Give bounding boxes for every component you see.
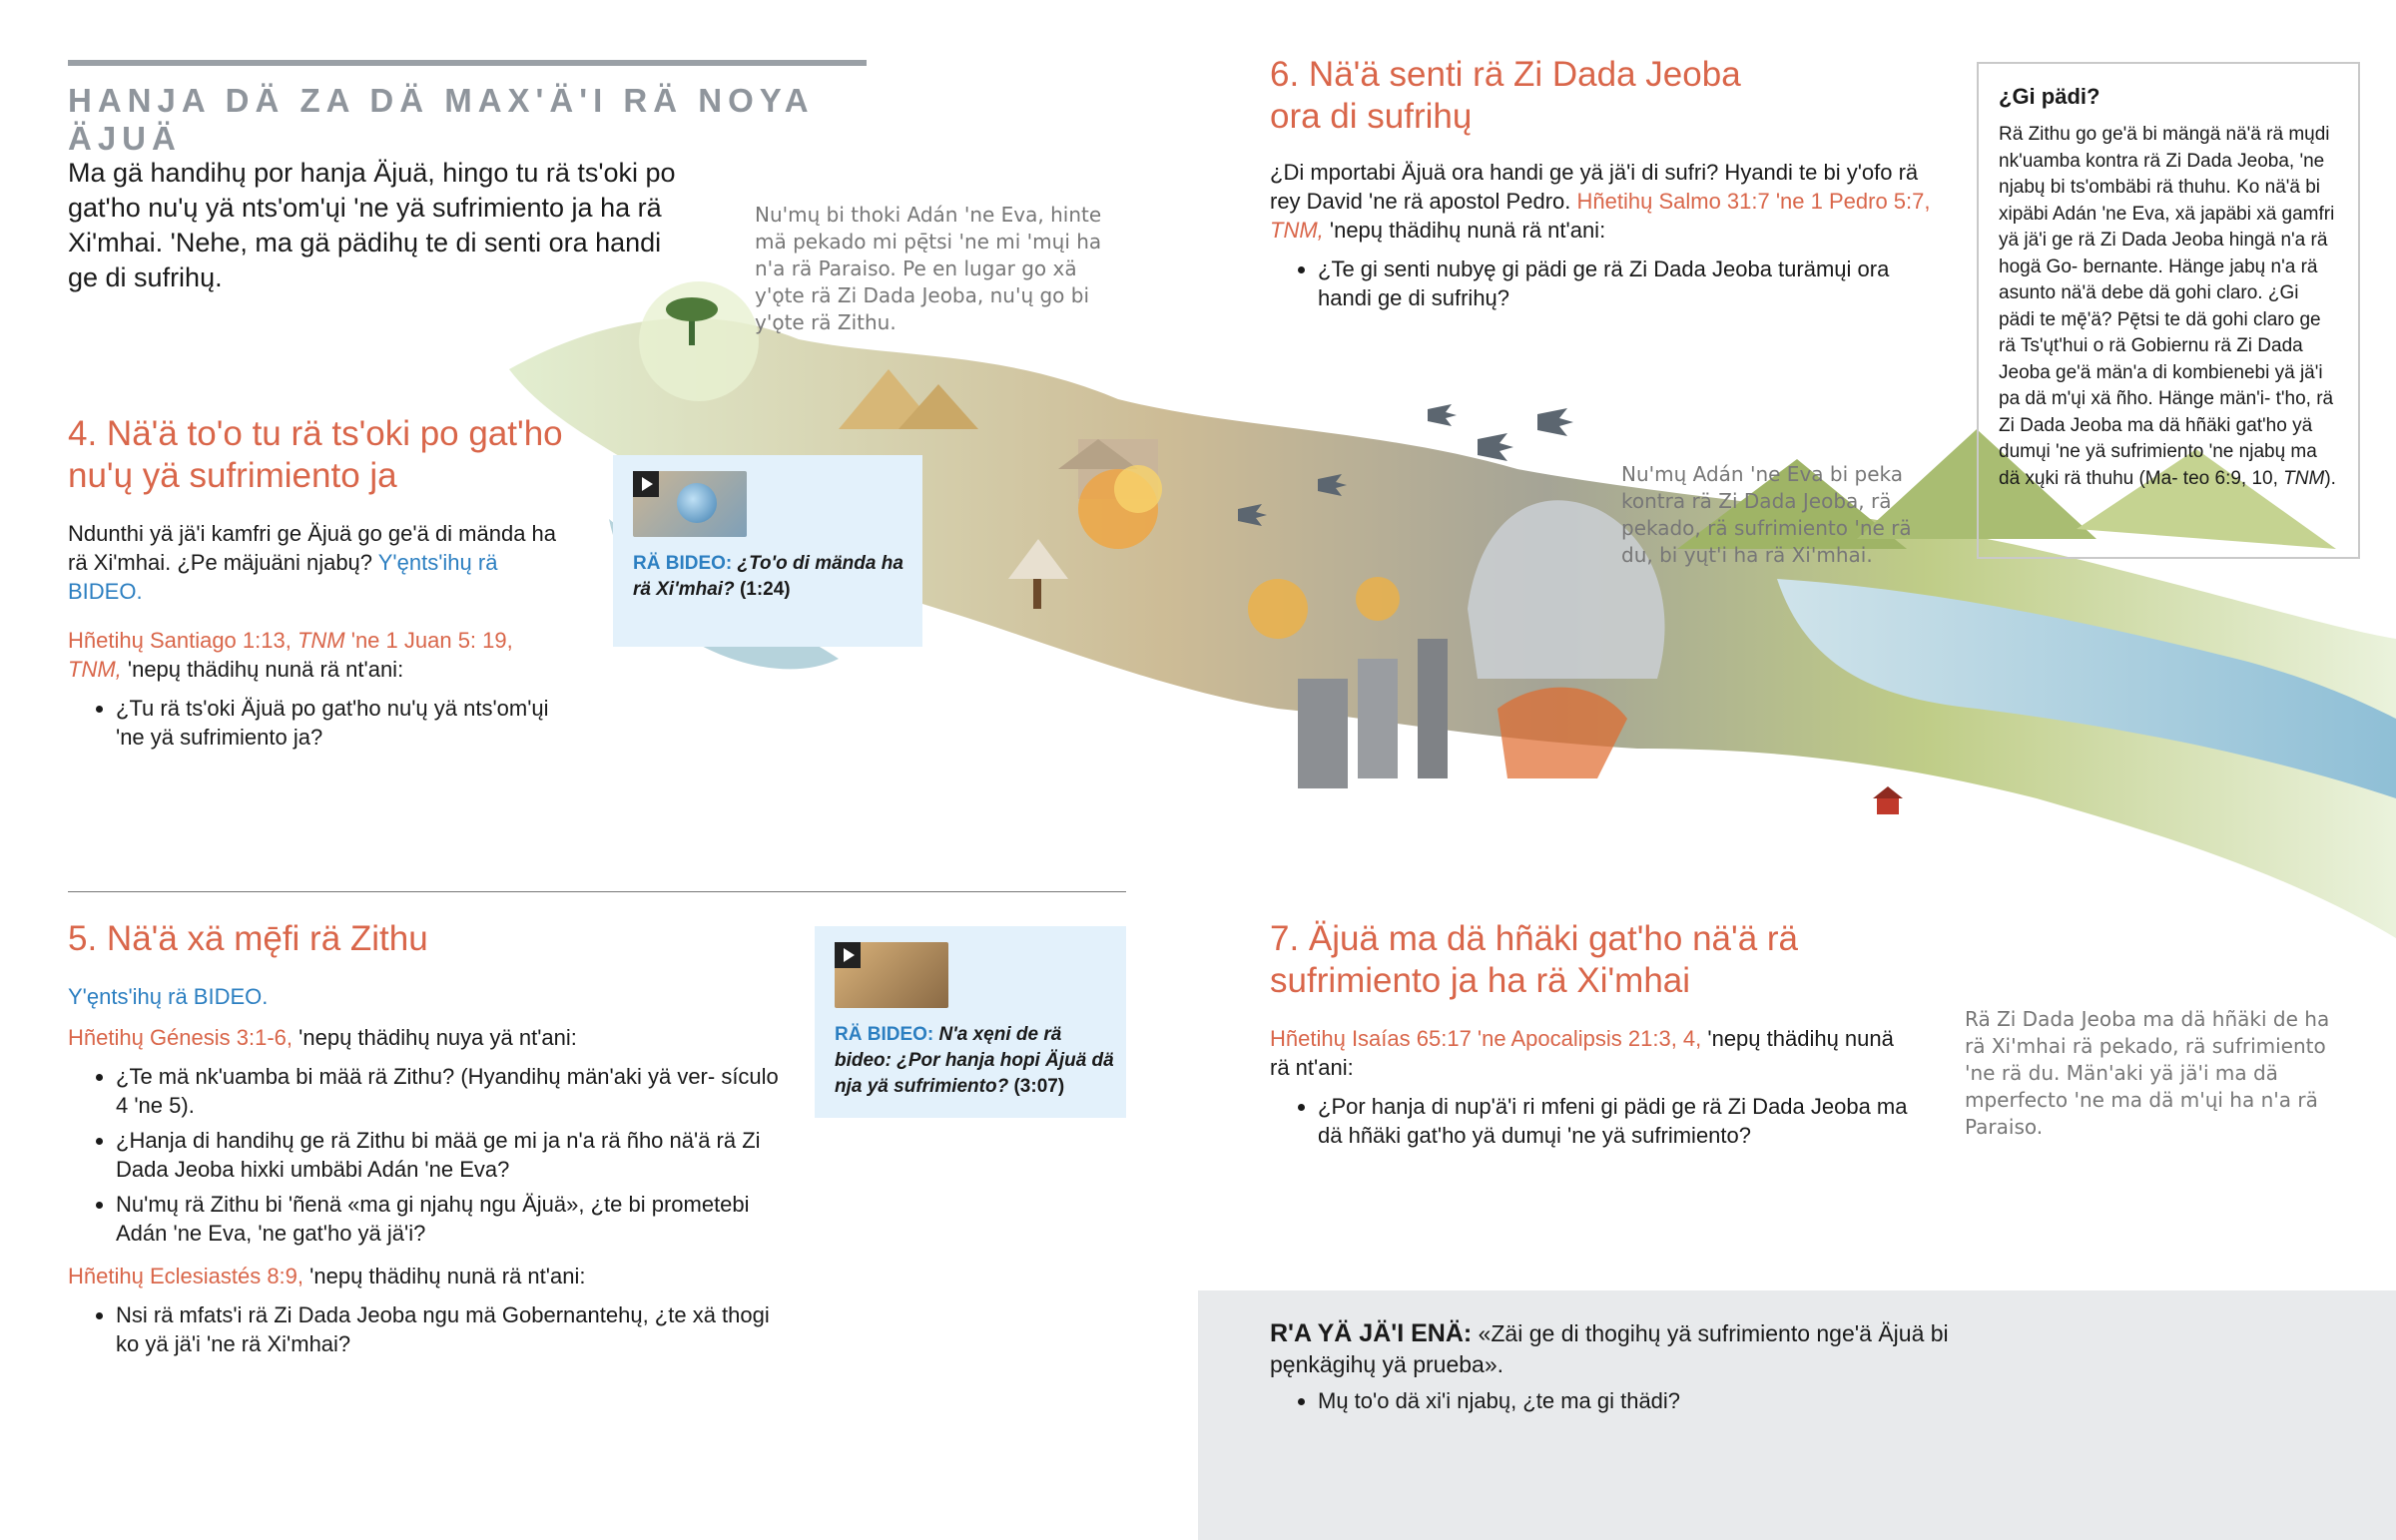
illustration-caption-eden: Nu'mų bi thoki Adán 'ne Eva, hinte mä pekado mi pę̄tsi 'ne mi 'mųi ha n'a rä Paraiso. Pe en lugar go xä y'ǫte rä Zi Dada Jeoba, nu'ų go bi y'ǫte rä Zithu. — [755, 203, 1102, 334]
tnm-abbrev: TNM — [297, 628, 345, 653]
section-6-title: 6. Nä'ä senti rä Zi Dada Jeoba ora di sufrihų — [1270, 55, 1741, 136]
question-item: • Mų to'o dä xi'i njabų, ¿te ma gi thädi? — [1318, 1386, 1957, 1415]
video-caption — [835, 1022, 1118, 1100]
scripture-ref[interactable]: Hñetihų Santiago 1:13, — [68, 628, 292, 653]
section-5-questions-2 — [68, 1300, 795, 1358]
video-title: ¿To'o di mända ha rä Xi'mhai? — [633, 553, 903, 600]
section-5-questions-1 — [68, 1062, 805, 1248]
section-4-intro — [68, 519, 567, 606]
section-7-title: 7. Äjuä ma dä hñäki gat'ho nä'ä rä sufrimiento ja ha rä Xi'mhai — [1270, 919, 1798, 1000]
lesson-kicker: HANJA DÄ ZA DÄ MAX'Ä'I RÄ NOYA ÄJUÄ — [68, 82, 814, 157]
question-item: • ¿Te mä nk'uamba bi mää rä Zithu? (Hyandihų män'aki yä ver- sículo 4 'ne 5). — [116, 1062, 795, 1120]
section-4 — [68, 413, 567, 758]
lesson-intro: Ma gä handihų por hanja Äjuä, hingo tu rä ts'oki po gat'ho nu'ų yä nts'om'ųi 'ne yä sufrimiento ja ha rä Xi'mhai. 'Nehe, ma gä pädihų te di senti ora handi ge di sufrihų. — [68, 158, 676, 292]
illustration-caption-sin: Nu'mų Adán 'ne Eva bi peka kontra rä Zi Dada Jeoba, rä pekado, rä sufrimiento 'ne rä du, bi yųt'i ha rä Xi'mhai. — [1621, 462, 1912, 567]
video-box-who-rules[interactable] — [613, 455, 922, 647]
scripture-ref[interactable]: Hñetihų Eclesiastés 8:9, — [68, 1264, 304, 1288]
section-7 — [1270, 918, 1909, 1156]
tnm-abbrev: TNM, — [68, 657, 122, 682]
section-5 — [68, 918, 787, 1364]
video-thumbnail[interactable] — [835, 942, 948, 1008]
did-you-know-title: ¿Gi pädi? — [1999, 84, 2100, 109]
video-label: RÄ BIDEO: — [835, 1024, 934, 1045]
section-4-title: 4. Nä'ä to'o tu rä ts'oki po gat'ho nu'ų yä sufrimiento ja — [68, 414, 563, 495]
video-box-why-suffering[interactable] — [815, 926, 1126, 1118]
scripture-ref[interactable]: Hñetihų Génesis 3:1-6, — [68, 1025, 294, 1050]
watch-video-link[interactable]: Y'ęnts'ihų rä BIDEO. — [68, 984, 269, 1009]
section-7-reading — [1270, 1024, 1899, 1082]
did-you-know-end: ). — [2324, 467, 2336, 489]
some-people-say-text — [1270, 1318, 1949, 1380]
reading-instruction: 'nepų thädihų nuya yä nt'ani: — [299, 1025, 577, 1050]
tnm-abbrev: TNM — [2283, 467, 2325, 489]
video-label: RÄ BIDEO: — [633, 553, 733, 574]
reading-instruction: 'nepų thädihų nunä rä nt'ani: — [1270, 1026, 1894, 1080]
some-people-say-label: R'A YÄ JÄ'I ENÄ: — [1270, 1319, 1473, 1347]
section-divider — [68, 891, 1126, 892]
video-title: N'a xęni de rä bideo: ¿Por hanja hopi Äjuä dä nja yä sufrimiento? — [835, 1024, 1114, 1097]
tnm-abbrev: TNM, — [1270, 218, 1324, 243]
did-you-know-box — [1977, 62, 2360, 559]
question-item: • Nu'mų rä Zithu bi 'ñenä «ma gi njahų ngu Äjuä», ¿te bi prometebi Adán 'ne Eva, 'ne gat'ho yä jä'i? — [116, 1190, 795, 1248]
watch-video-link[interactable]: Y'ęnts'ihų rä BIDEO. — [68, 550, 498, 604]
video-duration: (3:07) — [1013, 1076, 1065, 1097]
some-people-say-questions — [1270, 1386, 1957, 1421]
section-6-body — [1270, 158, 1949, 245]
reading-instruction: 'nepų thädihų nunä rä nt'ani: — [127, 657, 404, 682]
play-icon[interactable] — [633, 471, 659, 497]
illustration-caption-paradise: Rä Zi Dada Jeoba ma dä hñäki de ha rä Xi'mhai rä pekado, rä sufrimiento 'ne rä du. Män'aki yä jä'i ma dä mperfecto 'ne ma dä m'ųi ha n'a rä Paraiso. — [1965, 1007, 2330, 1139]
section-5-title: 5. Nä'ä xä mę̄fi rä Zithu — [68, 919, 428, 958]
section-4-intro-text: Ndunthi yä jä'i kamfri ge Äjuä go ge'ä di mända ha rä Xi'mhai. ¿Pe mäjuäni njabų? — [68, 521, 557, 575]
some-people-say-box — [1198, 1290, 2396, 1540]
question-item: • ¿Hanja di handihų ge rä Zithu bi mää ge mi ja n'a rä ñho nä'ä rä Zi Dada Jeoba hixki umbäbi Adán 'ne Eva? — [116, 1126, 795, 1184]
section-5-reading-1 — [68, 1023, 787, 1052]
question-item: • ¿Tu rä ts'oki Äjuä po gat'ho nu'ų yä nts'om'ųi 'ne yä sufrimiento ja? — [116, 694, 567, 752]
play-icon[interactable] — [835, 942, 861, 968]
header-rule — [68, 60, 867, 66]
section-4-questions — [68, 694, 567, 752]
video-thumbnail[interactable] — [633, 471, 747, 537]
did-you-know-body: Rä Zithu go ge'ä bi mängä nä'ä rä mųdi nk'uamba kontra rä Zi Dada Jeoba, 'ne njabų bi ts'ombäbi rä thuhu. Ko nä'ä bi xipäbi Adán 'ne Eva, xä japäbi xä gamfri yä jä'i ge rä Zi Dada Jeoba hingä n'a rä hogä Go- bernante. Hänge jabų n'a rä asunto nä'ä debe dä gohi claro. ¿Gi pädi te mę̄'ä? Pę̄tsi te dä gohi claro ge rä Ts'ųt'hui o rä Gobiernu rä Zi Dada Jeoba ge'ä män'a di kombienebi yä jä'i pa dä m'ųi xä ñho. Hänge män'i- t'ho, rä Zi Dada Jeoba ma dä hñäki gat'ho yä dumųi 'ne yä sufrimiento 'ne njabų ma dä xųki rä thuhu (Ma- teo 6:9, 10, — [1999, 124, 2335, 489]
reading-instruction: 'nepų thädihų nunä rä nt'ani: — [1329, 218, 1606, 243]
video-duration: (1:24) — [739, 579, 791, 600]
scripture-ref[interactable]: 'ne 1 Juan 5: 19, — [350, 628, 513, 653]
question-item: • Nsi rä mfats'i rä Zi Dada Jeoba ngu mä Gobernantehų, ¿te xä thogi ko yä jä'i 'ne rä Xi'mhai? — [116, 1300, 795, 1358]
question-item: • ¿Por hanja di nup'ä'i ri mfeni gi pädi ge rä Zi Dada Jeoba ma dä hñäki gat'ho yä dumųi 'ne yä sufrimiento? — [1318, 1092, 1917, 1150]
did-you-know-text — [1999, 122, 2338, 492]
section-5-reading-2 — [68, 1262, 787, 1290]
section-7-questions — [1270, 1092, 1917, 1150]
scripture-ref[interactable]: Hñetihų Isaías 65:17 'ne Apocalipsis 21:3, 4, — [1270, 1026, 1702, 1051]
scripture-ref[interactable]: Hñetihų Salmo 31:7 'ne 1 Pedro 5:7, — [1576, 189, 1931, 214]
section-4-reading — [68, 626, 567, 684]
video-caption — [633, 551, 912, 603]
section-6 — [1270, 54, 1949, 318]
question-item: • ¿Te gi senti nubyę gi pädi ge rä Zi Dada Jeoba turämųi ora handi ge di sufrihų? — [1318, 255, 1917, 312]
section-6-questions — [1270, 255, 1917, 312]
reading-instruction: 'nepų thädihų nunä rä nt'ani: — [309, 1264, 586, 1288]
some-people-say-quote: «Zäi ge di thogihų yä sufrimiento nge'ä Äjuä bi pęnkägihų yä prueba». — [1270, 1320, 1949, 1377]
section-6-intro: ¿Di mportabi Äjuä ora handi ge yä jä'i di sufri? Hyandi te bi y'ofo rä rey David 'ne rä apostol Pedro. — [1270, 160, 1919, 214]
